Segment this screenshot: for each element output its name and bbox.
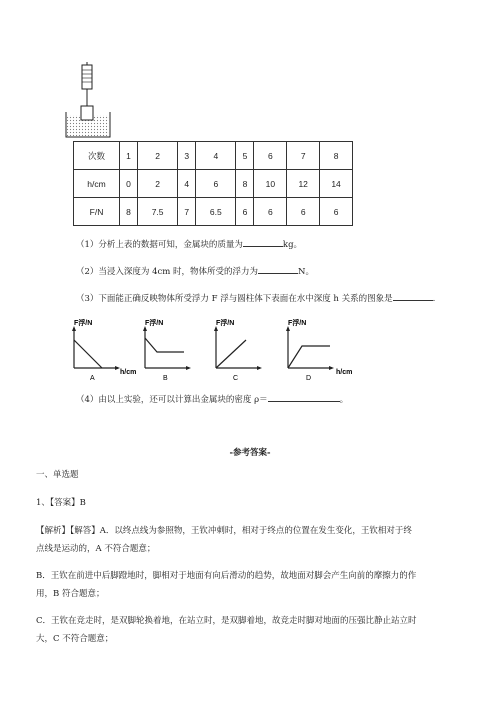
y-axis-label: F浮/N <box>74 320 93 327</box>
x-axis-label: h/cm <box>336 369 353 376</box>
question-4: （4）由以上实验，还可以计算出金属块的密度 ρ＝ 。 <box>76 392 348 406</box>
answer-blank[interactable] <box>258 264 298 274</box>
graph-line <box>74 340 102 368</box>
table-cell: 2 <box>137 142 177 170</box>
question-1: （1）分析上表的数据可知，金属块的质量为 kg。 <box>76 237 302 251</box>
table-cell: 5 <box>236 142 254 170</box>
answer-item: 1、【答案】B <box>36 498 86 508</box>
table-cell: 6 <box>287 198 320 226</box>
y-axis-label: F浮/N <box>216 320 235 327</box>
graph-b <box>143 318 191 382</box>
graph-line <box>216 340 246 368</box>
answer-paragraph-c: C．王钦在竞走时，是双脚轮换着地，在站立时，是双脚着地，故竞走时脚对地面的压强比静止站立时 大，C 不符合题意； <box>36 616 417 644</box>
table-cell: 4 <box>178 170 196 198</box>
table-row <box>74 198 353 226</box>
table-row <box>74 142 353 170</box>
table-cell: 8 <box>236 170 254 198</box>
row-label: 次数 <box>74 142 120 170</box>
row-label: F/N <box>74 198 120 226</box>
graph-a <box>72 318 136 382</box>
table-cell: 8 <box>120 198 138 226</box>
table-row <box>74 170 353 198</box>
table-cell: 4 <box>196 142 236 170</box>
table-cell: 6.5 <box>196 198 236 226</box>
table-cell: 7.5 <box>137 198 177 226</box>
table-cell: 1 <box>120 142 138 170</box>
graph-letter: A <box>90 375 95 382</box>
graph-d <box>286 318 352 382</box>
answer-paragraph-b: B．王钦在前进中后脚蹬地时，脚相对于地面有向后滑动的趋势，故地面对脚会产生向前的摩擦力的作 用，B 符合题意； <box>36 571 417 599</box>
table-cell: 6 <box>196 170 236 198</box>
section-heading: 一、单选题 <box>36 470 79 480</box>
table-cell: 6 <box>254 142 287 170</box>
table-cell: 3 <box>178 142 196 170</box>
question-3: （3）下面能正确反映物体所受浮力 F 浮与圆柱体下表面在水中深度 h 关系的图象是 . <box>76 291 435 305</box>
x-axis-label: h/cm <box>120 369 137 376</box>
row-label: h/cm <box>74 170 120 198</box>
graph-line <box>288 346 330 368</box>
table-cell: 8 <box>320 142 353 170</box>
y-axis-label: F浮/N <box>145 320 164 327</box>
table-cell: 12 <box>287 170 320 198</box>
question-2: （2）当浸入深度为 4cm 时，物体所受的浮力为 N。 <box>76 264 314 278</box>
answer-blank[interactable] <box>268 392 340 402</box>
answer-paragraph-a: 【解析】【解答】A．以终点线为参照物，王钦冲刺时，相对于终点的位置在发生变化，王钦相对于终 点线是运动的，A 不符合题意； <box>36 526 412 554</box>
graph-letter: B <box>163 375 168 382</box>
table-cell: 10 <box>254 170 287 198</box>
y-axis-label: F浮/N <box>288 320 307 327</box>
table-cell: 14 <box>320 170 353 198</box>
graph-options <box>62 316 362 384</box>
table-cell: 6 <box>236 198 254 226</box>
answer-blank[interactable] <box>393 291 433 301</box>
table-cell: 6 <box>320 198 353 226</box>
data-table <box>73 141 353 226</box>
apparatus-figure <box>60 62 120 142</box>
table-cell: 0 <box>120 170 138 198</box>
graph-c <box>214 318 262 382</box>
graph-line <box>145 338 184 352</box>
table-cell: 7 <box>287 142 320 170</box>
table-cell: 6 <box>254 198 287 226</box>
table-cell: 7 <box>178 198 196 226</box>
graph-letter: C <box>233 375 239 382</box>
table-cell: 2 <box>137 170 177 198</box>
answer-title: -参考答案- <box>229 448 271 458</box>
spring-scale <box>82 65 92 89</box>
answer-blank[interactable] <box>243 237 283 247</box>
graph-letter: D <box>306 375 312 382</box>
